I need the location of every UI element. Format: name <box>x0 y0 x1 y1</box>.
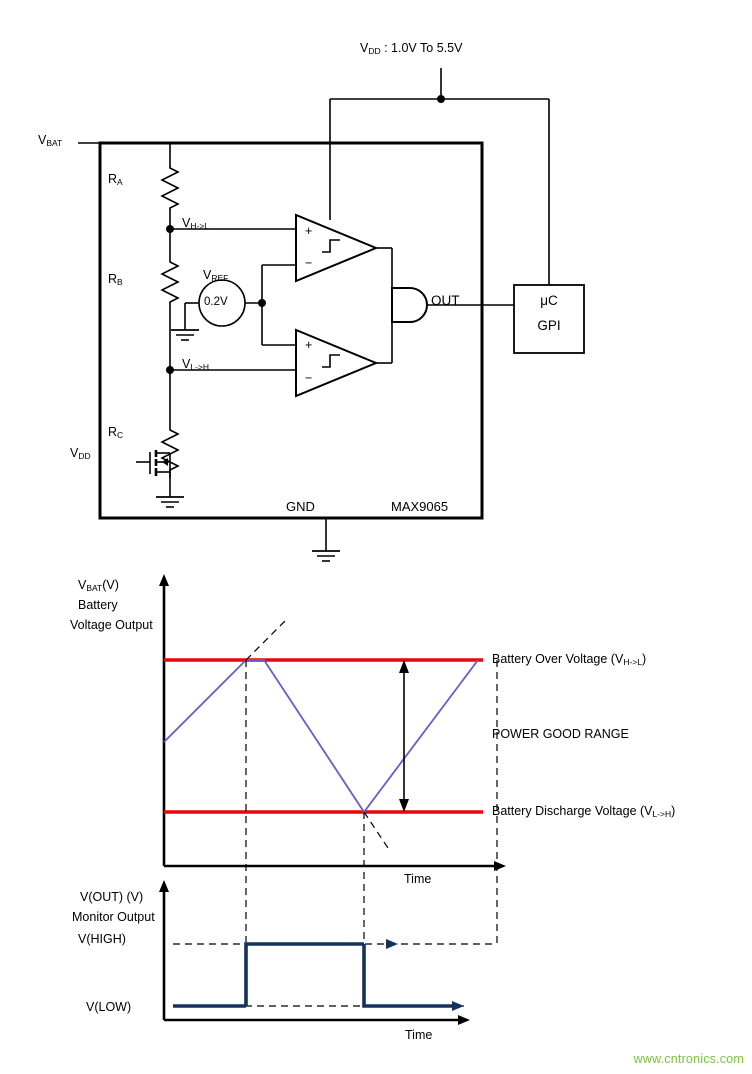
comparator2-minus-input: − <box>305 371 313 385</box>
bottom-chart-vlow-label: V(LOW) <box>86 1000 132 1014</box>
resistor-rb-label <box>108 272 123 286</box>
resistor-rb-sub: B <box>117 277 123 287</box>
bottom-chart-vhigh-label: V(HIGH) <box>78 932 126 946</box>
top-chart-x-label: Time <box>404 872 432 886</box>
microcontroller-block-line2: GPI <box>537 318 561 333</box>
over-voltage-sub: H->L <box>623 657 642 667</box>
vbat-input-label <box>38 133 62 147</box>
top-chart-y-label-line3: Voltage Output <box>70 618 153 632</box>
comparator1-minus-input: − <box>305 256 313 270</box>
resistor-ra-label <box>108 172 123 186</box>
discharge-voltage-threshold-label <box>492 804 675 818</box>
node-vh-sub: H->L <box>190 221 210 231</box>
bottom-chart-x-label: Time <box>405 1028 433 1042</box>
vref-label-sub: REF <box>211 273 229 283</box>
over-voltage-close: ) <box>641 652 647 666</box>
discharge-text: Battery Discharge Voltage (V <box>492 804 653 818</box>
supply-label-rest: : 1.0V To 5.5V <box>384 41 463 55</box>
node-vh-v: V <box>182 216 191 230</box>
top-y-rest: (V) <box>102 578 119 592</box>
resistor-rb-name: R <box>108 272 118 286</box>
comparator2-plus-input: + <box>305 338 313 352</box>
power-good-range-label: POWER GOOD RANGE <box>492 727 629 741</box>
resistor-ra-sub: A <box>117 177 123 187</box>
resistor-ra-name: R <box>108 172 118 186</box>
node-vl-to-h-label <box>182 357 209 371</box>
top-y-v: V <box>78 578 87 592</box>
vdd-gate-v: V <box>70 446 79 460</box>
supply-label-sub: DD <box>368 46 381 56</box>
discharge-close: ) <box>671 804 676 818</box>
resistor-rc-label <box>108 425 123 439</box>
vdd-gate-label <box>70 446 91 460</box>
watermark: www.cntronics.com <box>633 1052 744 1066</box>
over-voltage-threshold-label <box>492 652 646 666</box>
bottom-chart-y-label-line1: V(OUT) (V) <box>80 890 144 904</box>
top-y-sub: BAT <box>86 583 103 593</box>
vref-value: 0.2V <box>204 296 228 308</box>
supply-label <box>360 41 462 55</box>
vbat-label-sub: BAT <box>46 138 63 148</box>
node-vl-sub: L->H <box>190 362 210 372</box>
over-voltage-text: Battery Over Voltage (V <box>492 652 624 666</box>
resistor-rc-sub: C <box>117 430 124 440</box>
node-vh-to-l-label <box>182 216 209 230</box>
top-chart-y-label-line2: Battery <box>78 598 118 612</box>
out-label: OUT <box>431 293 460 308</box>
discharge-sub: L->H <box>652 809 672 819</box>
vbat-label-v: V <box>38 133 47 147</box>
microcontroller-block-line1: μC <box>540 293 558 308</box>
vref-label-v: V <box>203 268 212 282</box>
resistor-rc-name: R <box>108 425 118 439</box>
vref-label <box>203 268 228 282</box>
supply-label-v: V <box>360 41 369 55</box>
node-vl-v: V <box>182 357 191 371</box>
top-chart-y-label-line1 <box>78 578 119 592</box>
comparator1-plus-input: + <box>305 224 313 238</box>
gnd-label: GND <box>286 499 315 514</box>
bottom-chart-y-label-line2: Monitor Output <box>72 910 155 924</box>
part-number-label: MAX9065 <box>391 499 449 514</box>
vdd-gate-sub: DD <box>78 451 91 461</box>
